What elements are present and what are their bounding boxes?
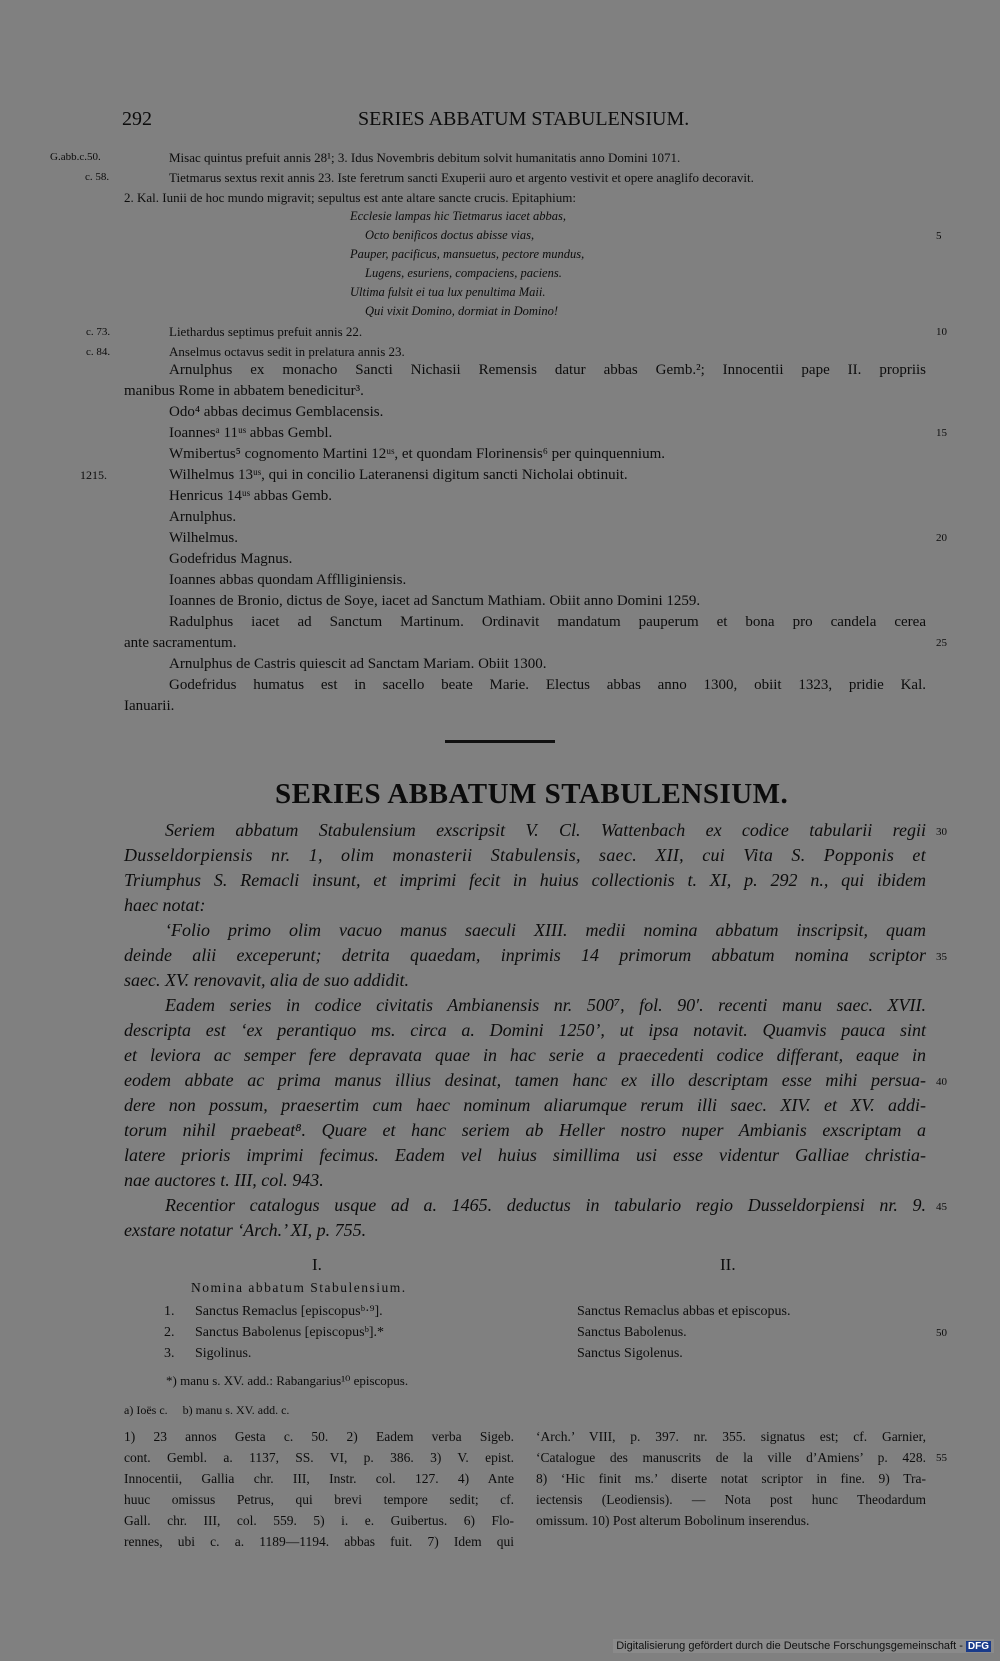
section-title: SERIES ABBATUM STABULENSIUM. — [275, 778, 789, 810]
list-item: Sigolinus. — [195, 1346, 252, 1361]
margin-note: c. 58. — [85, 171, 110, 183]
abbot-line: Wmibertus⁵ cognomento Martini 12ᵘˢ, et quondam Florinensis⁶ per quinquennium. — [169, 446, 665, 462]
running-title: SERIES ABBATUM STABULENSIUM. — [358, 108, 690, 130]
intro-line: haec notat: — [124, 895, 206, 915]
abbot-line: Arnulphus ex monacho Sancti Nichasii Remensis datur abbas Gemb.²; Innocentii pape II. propriis — [169, 362, 926, 378]
line-number: 15 — [936, 427, 947, 439]
intro-line: latere prioris imprimi fecimus. Eadem vel huius simillima usi esse videntur Galliae christia- — [124, 1145, 926, 1165]
intro-line: descripta est ‘ex perantiquo ms. circa a. Domini 1250’, ut ipsa notavit. Quamvis pauca sint — [124, 1020, 926, 1040]
intro-line: et leviora ac semper fere depravata quae in hac serie a praecedenti codice differant, eaque in — [124, 1045, 926, 1065]
margin-note: G.abb.c.50. — [50, 151, 101, 163]
poem-line: Qui vixit Domino, dormiat in Domino! — [365, 304, 559, 318]
footnote-line: 8) ‘Hic finit ms.’ diserte notat scriptor in fine. 9) Tra- — [536, 1471, 926, 1486]
line-number: 55 — [936, 1452, 947, 1464]
abbot-line: Ianuarii. — [124, 698, 175, 714]
footnote-line: ‘Arch.’ VIII, p. 397. nr. 355. signatus est; cf. Garnier, — [536, 1429, 926, 1444]
abbot-line: Godefridus Magnus. — [169, 551, 293, 567]
intro-line: Seriem abbatum Stabulensium exscripsit V. Cl. Wattenbach ex codice tabularii regii — [165, 820, 926, 840]
line-number: 30 — [936, 826, 947, 838]
digitization-credit — [613, 1639, 994, 1653]
line-number: 45 — [936, 1201, 947, 1213]
footnote-line: 1) 23 annos Gesta c. 50. 2) Eadem verba Sigeb. — [124, 1429, 514, 1444]
line-number: 50 — [936, 1327, 947, 1339]
abbot-line: Ioannes abbas quondam Afflliginiensis. — [169, 572, 407, 588]
intro-line: saec. XV. renovavit, alia de suo addidit. — [124, 970, 409, 990]
intro-line: Dusseldorpiensis nr. 1, olim monasterii Stabulensis, saec. XII, cui Vita S. Popponis et — [124, 845, 926, 865]
footnote-line: rennes, ubi c. a. 1189—1194. abbas fuit. 7) Idem qui — [124, 1534, 514, 1549]
abbot-line: manibus Rome in abbatem benedicitur³. — [124, 383, 364, 399]
text-line: Tietmarus sextus rexit annis 23. Iste feretrum sancti Exuperii auro et argento vestivit et opere anaglifo decoravit. — [169, 170, 754, 185]
abbot-line: ante sacramentum. — [124, 635, 237, 651]
letter-notes: a) Ioës c. b) manu s. XV. add. c. — [124, 1403, 290, 1417]
abbot-line: Ioannes de Bronio, dictus de Soye, iacet ad Sanctum Mathiam. Obiit anno Domini 1259. — [169, 593, 701, 609]
poem-line: Pauper, pacificus, mansuetus, pectore mundus, — [350, 247, 585, 261]
line-number: 40 — [936, 1076, 947, 1088]
intro-line: Eadem series in codice civitatis Ambianensis nr. 500⁷, fol. 90′. recenti manu saec. XVII. — [165, 995, 926, 1015]
text-line: Anselmus octavus sedit in prelatura annis 23. — [169, 344, 405, 359]
margin-note: c. 73. — [86, 326, 111, 338]
intro-line: torum nihil praebeat⁸. Quare et hanc seriem ab Heller nostro nuper Ambianis exscriptam a — [124, 1120, 926, 1140]
list-item: Sanctus Sigolenus. — [577, 1346, 683, 1361]
footnote-line: cont. Gembl. a. 1137, SS. VI, p. 386. 3) V. epist. — [124, 1450, 514, 1465]
abbot-line: Ioannesᵃ 11ᵘˢ abbas Gembl. — [169, 425, 333, 441]
text-line: 2. Kal. Iunii de hoc mundo migravit; sepultus est ante altare sancte crucis. Epitaphium: — [124, 190, 576, 205]
abbot-line: Godefridus humatus est in sacello beate Marie. Electus abbas anno 1300, obiit 1323, pridie Kal. — [169, 677, 926, 693]
text-line: Liethardus septimus prefuit annis 22. — [169, 324, 363, 339]
list-item: Sanctus Remaclus abbas et episcopus. — [577, 1304, 791, 1319]
poem-line: Ultima fulsit ei tua lux penultima Maii. — [350, 285, 546, 299]
star-note: *) manu s. XV. add.: Rabangarius¹⁰ episcopus. — [166, 1373, 409, 1388]
footnote-line: ‘Catalogue des manuscrits de la ville d’Amiens’ p. 428. — [536, 1450, 926, 1465]
line-number: 20 — [936, 532, 947, 544]
footnote-line: omissum. 10) Post alterum Bobolinum inserendus. — [536, 1513, 810, 1528]
credit-text: Digitalisierung gefördert durch die Deutsche Forschungsgemeinschaft - — [616, 1640, 963, 1652]
margin-note: 1215. — [80, 468, 107, 482]
footnote-line: Innocentii, Gallia chr. III, Instr. col. 127. 4) Ante — [124, 1471, 514, 1486]
abbot-line: Radulphus iacet ad Sanctum Martinum. Ordinavit mandatum pauperum et bona pro candela cerea — [169, 614, 926, 630]
intro-line: Recentior catalogus usque ad a. 1465. deductus in tabulario regio Dusseldorpiensi nr. 9. — [165, 1195, 926, 1215]
abbot-line: Arnulphus de Castris quiescit ad Sanctam Mariam. Obiit 1300. — [169, 656, 547, 672]
column-heading-right: II. — [720, 1255, 736, 1274]
line-number: 5 — [936, 230, 942, 242]
footnote-line: Gall. chr. III, col. 559. 5) i. e. Guibertus. 6) Flo- — [124, 1513, 514, 1528]
abbot-line: Odo⁴ abbas decimus Gemblacensis. — [169, 404, 384, 420]
abbot-line: Arnulphus. — [169, 509, 237, 525]
list-number: 3. — [164, 1346, 175, 1361]
intro-line: ‘Folio primo olim vacuo manus saeculi XIII. medii nomina abbatum inscripsit, quam — [165, 920, 926, 940]
line-number: 10 — [936, 326, 947, 338]
section-divider — [445, 740, 555, 743]
text-line: Misac quintus prefuit annis 28¹; 3. Idus Novembris debitum solvit humanitatis anno Domini 1071. — [169, 150, 681, 165]
abbot-line: Wilhelmus. — [169, 530, 238, 546]
list-item: Sanctus Babolenus [episcopusᵇ].* — [195, 1325, 385, 1340]
poem-line: Ecclesie lampas hic Tietmarus iacet abbas, — [350, 209, 566, 223]
intro-line: Triumphus S. Remacli insunt, et imprimi fecit in huius collectionis t. XI, p. 292 n., qui ibidem — [124, 870, 926, 890]
list-number: 2. — [164, 1325, 175, 1340]
abbot-line: Wilhelmus 13ᵘˢ, qui in concilio Lateranensi digitum sancti Nicholai obtinuit. — [169, 467, 628, 483]
intro-line: eodem abbate ac prima manus illius desinat, tamen hanc ex illo descriptam esse mihi persua- — [124, 1070, 926, 1090]
column-subheading: Nomina abbatum Stabulensium. — [191, 1280, 407, 1295]
margin-note: c. 84. — [86, 346, 111, 358]
poem-line: Lugens, esuriens, compaciens, paciens. — [365, 266, 562, 280]
intro-line: deinde alii exceperunt; detrita quaedam, inprimis 14 primorum abbatum nomina scriptor — [124, 945, 926, 965]
footnote-line: iectensis (Leodiensis). — Nota post hunc Theodardum — [536, 1492, 926, 1507]
intro-line: exstare notatur ‘Arch.’ XI, p. 755. — [124, 1220, 367, 1240]
line-number: 25 — [936, 637, 947, 649]
intro-line: nae auctores t. III, col. 943. — [124, 1170, 324, 1190]
list-item: Sanctus Babolenus. — [577, 1325, 687, 1340]
abbot-line: Henricus 14ᵘˢ abbas Gemb. — [169, 488, 333, 504]
column-heading-left: I. — [312, 1255, 322, 1274]
dfg-logo: DFG — [967, 1641, 989, 1652]
page-number: 292 — [122, 108, 152, 130]
list-number: 1. — [164, 1304, 175, 1319]
line-number: 35 — [936, 951, 947, 963]
list-item: Sanctus Remaclus [episcopusᵇ·⁹]. — [195, 1304, 383, 1319]
poem-line: Octo benificos doctus abisse vias, — [365, 228, 535, 242]
footnote-line: huuc omissus Petrus, qui brevi tempore sedit; cf. — [124, 1492, 514, 1507]
intro-line: dere non possum, praesertim cum haec nominum aliarumque rerum illi saec. XIV. et XV. addi- — [124, 1095, 926, 1115]
